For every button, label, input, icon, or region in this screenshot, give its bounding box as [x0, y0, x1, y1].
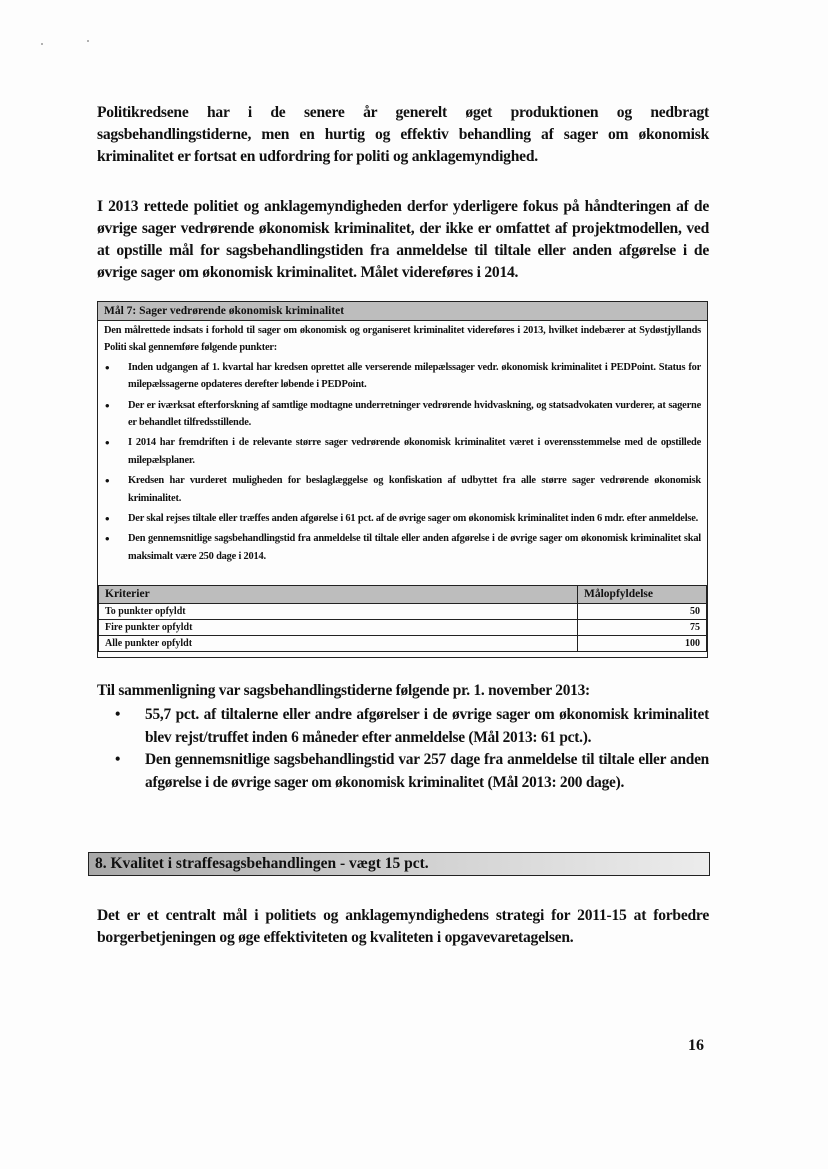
scan-speck: [87, 40, 89, 42]
table-row: [99, 636, 707, 652]
paragraph-intro-2: I 2013 rettede politiet og anklagemyndigheden derfor yderligere fokus på håndteringen af de øvrige sager vedrørende økonomisk kriminalitet, der ikke er omfattet af projektmodellen, ved at opstille mål for sagsbehandlingstiden fra anmeldelse til tiltale eller anden afgørelse i de øvrige sager om økonomisk kriminalitet. Målet videreføres i 2014.: [97, 198, 709, 281]
goal-bullet-item: [102, 530, 701, 565]
paragraph-comparison-intro: Til sammenligning var sagsbehandlingstiderne følgende pr. 1. november 2013:: [97, 682, 590, 699]
criteria-table-header: [99, 586, 707, 604]
comparison-bullet-item: [115, 749, 709, 794]
criteria-cell: To punkter opfyldt: [99, 604, 578, 620]
paragraph-intro-1: Politikredsene har i de senere år generelt øget produktionen og nedbragt sagsbehandlingstiderne, men en hurtig og effektiv behandling af sager om økonomisk kriminalitet er fortsat en udfordring for politi og anklagemyndighed.: [97, 104, 709, 165]
goal-box-title: Mål 7: Sager vedrørende økonomisk kriminalitet: [98, 302, 707, 321]
criteria-table: [98, 585, 707, 652]
comparison-bullet-list: [115, 704, 709, 794]
bullet-icon: •: [105, 473, 110, 489]
goal-bullet-text: I 2014 har fremdriften i de relevante større sager vedrørende økonomisk kriminalitet været i overensstemmelse med de opstillede milepælsplaner.: [128, 437, 701, 466]
goal-bullet-item: [102, 434, 701, 469]
goal-value-cell: 100: [578, 636, 707, 652]
comparison-bullet-text: 55,7 pct. af tiltalerne eller andre afgørelser i de øvrige sager om økonomisk kriminalitet blev rejst/truffet inden 6 måneder efter anmeldelse (Mål 2013: 61 pct.).: [145, 706, 709, 746]
bullet-icon: •: [105, 511, 110, 527]
goal-bullet-text: Kredsen har vurderet muligheden for beslaglæggelse og konfiskation af udbyttet fra alle større sager vedrørende økonomisk kriminalitet.: [128, 475, 701, 504]
goal-box-intro: Den målrettede indsats i forhold til sager om økonomisk og organiseret kriminalitet videreføres i 2013, hvilket indebærer at Sydøstjyllands Politi skal gennemføre følgende punkter:: [104, 325, 701, 354]
scan-speck: [41, 43, 43, 45]
table-row: [99, 620, 707, 636]
section-heading: 8. Kvalitet i straffesagsbehandlingen - vægt 15 pct.: [88, 852, 710, 876]
goal-bullet-text: Der er iværksat efterforskning af samtlige modtagne underretninger vedrørende hvidvaskning, og statsadvokaten vurderer, at sagerne er behandlet tilfredsstillende.: [128, 399, 701, 429]
goal-bullet-item: [102, 397, 701, 432]
goal-column-header: Målopfyldelse: [578, 586, 707, 604]
goal-bullet-list: [102, 359, 701, 565]
table-row: [99, 604, 707, 620]
goal-7-box: [97, 301, 708, 658]
bullet-icon: •: [105, 359, 110, 375]
goal-bullet-item: [102, 510, 701, 527]
criteria-cell: Fire punkter opfyldt: [99, 620, 578, 636]
goal-value-cell: 50: [578, 604, 707, 620]
comparison-bullet-text: Den gennemsnitlige sagsbehandlingstid var 257 dage fra anmeldelse til tiltale eller anden afgørelse i de øvrige sager om økonomisk kriminalitet (Mål 2013: 200 dage).: [145, 751, 709, 791]
bullet-icon: •: [105, 435, 110, 451]
goal-box-body: [102, 322, 701, 568]
page-number: 16: [688, 1037, 704, 1054]
bullet-icon: •: [115, 706, 121, 723]
goal-bullet-text: Den gennemsnitlige sagsbehandlingstid fra anmeldelse til tiltale eller anden afgørelse i de øvrige sager om økonomisk kriminalitet skal maksimalt være 250 dage i 2014.: [128, 533, 701, 562]
criteria-column-header: Kriterier: [99, 586, 578, 604]
goal-value-cell: 75: [578, 620, 707, 636]
comparison-bullet-item: [115, 704, 709, 749]
criteria-cell: Alle punkter opfyldt: [99, 636, 578, 652]
goal-bullet-text: Inden udgangen af 1. kvartal har kredsen oprettet alle verserende milepælssager vedr. økonomisk kriminalitet i PEDPoint. Status for milepælssagerne opdateres derefter løbende i PEDPoint.: [128, 361, 701, 391]
goal-bullet-item: [102, 472, 701, 507]
bullet-icon: •: [105, 397, 110, 413]
bullet-icon: •: [115, 751, 121, 768]
goal-bullet-text: Der skal rejses tiltale eller træffes anden afgørelse i 61 pct. af de øvrige sager om økonomisk kriminalitet inden 6 mdr. efter anmeldelse.: [128, 513, 699, 525]
paragraph-strategy: Det er et centralt mål i politiets og anklagemyndighedens strategi for 2011-15 at forbedre borgerbetjeningen og øge effektiviteten og kvaliteten i opgavevaretagelsen.: [97, 907, 709, 946]
goal-bullet-item: [102, 359, 701, 394]
bullet-icon: •: [105, 531, 110, 547]
